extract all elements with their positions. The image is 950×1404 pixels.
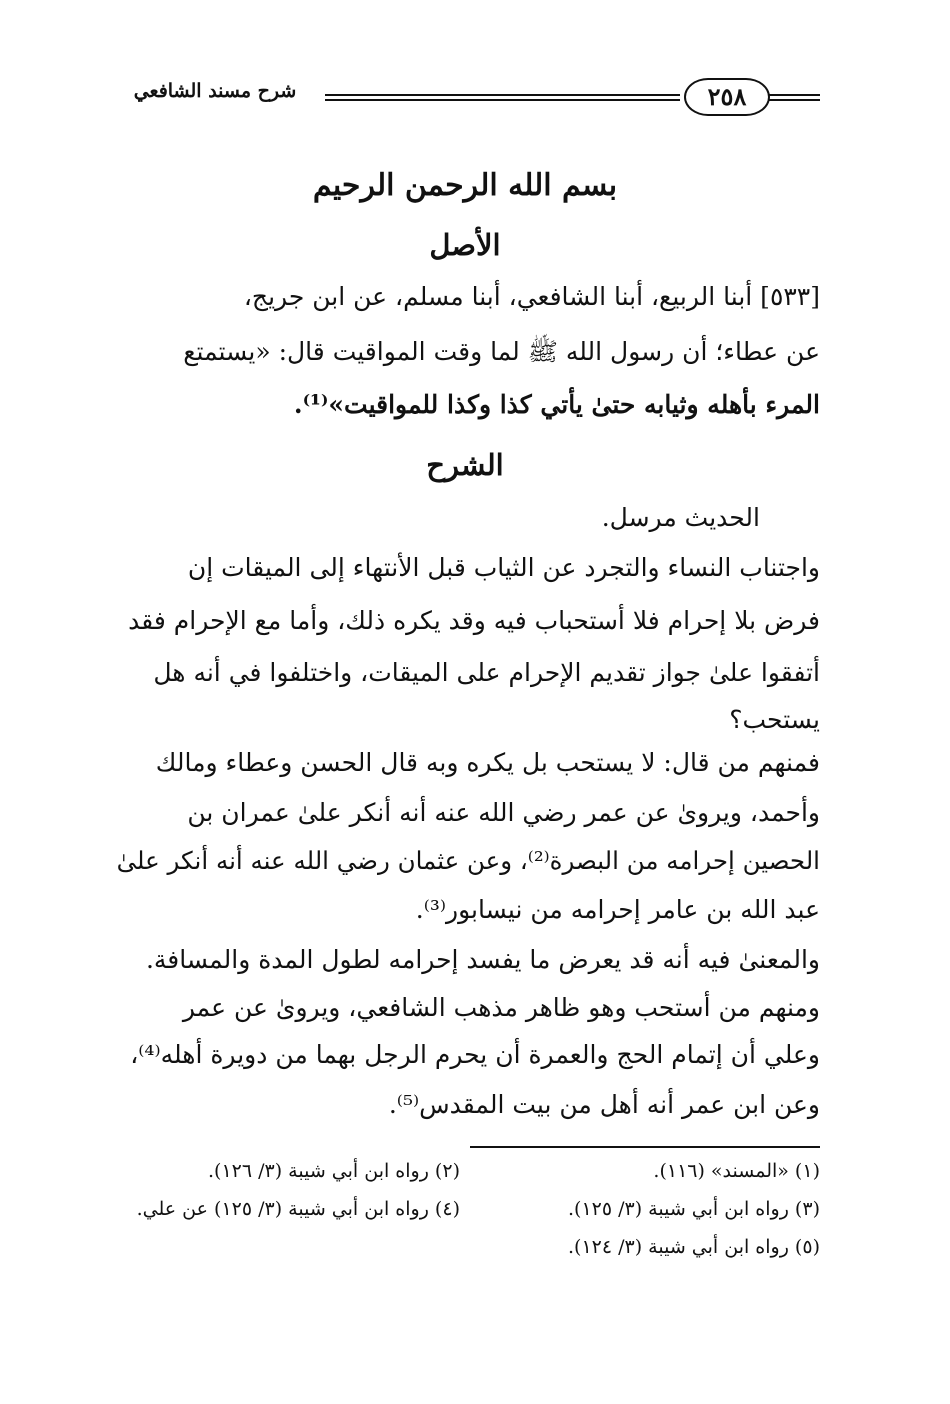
- footnote: (٢) رواه ابن أبي شيبة (٣/ ١٢٦).: [207, 1160, 460, 1182]
- sharh-line: يستحب؟: [729, 705, 820, 734]
- sharh-heading: الشرح: [426, 448, 504, 482]
- page-number: ٢٥٨: [684, 78, 770, 116]
- sharh-line: الحديث مرسل.: [601, 503, 760, 532]
- sharh-line: فرض بلا إحرام فلا أستحباب فيه وقد يكره ذلك، وأما مع الإحرام فقد: [128, 606, 820, 635]
- sharh-line: والمعنىٰ فيه أنه قد يعرض ما يفسد إحرامه لطول المدة والمسافة.: [145, 945, 820, 974]
- sharh-line: وأحمد، ويروىٰ عن عمر رضي الله عنه أنه أنكر علىٰ عمران بن: [187, 798, 820, 827]
- header-rule-middle: [325, 93, 680, 103]
- running-title-text: شرح مسند الشافعي: [133, 80, 297, 102]
- asl-line: عن عطاء؛ أن رسول الله ﷺ لما وقت المواقيت قال: «يستمتع: [183, 337, 820, 366]
- asl-heading: الأصل: [429, 228, 501, 262]
- footnote: (١) «المسند» (١١٦).: [653, 1160, 820, 1182]
- sharh-line: واجتناب النساء والتجرد عن الثياب قبل الأنتهاء إلى الميقات إن: [187, 553, 820, 582]
- footnote: (٣) رواه ابن أبي شيبة (٣/ ١٢٥).: [567, 1198, 820, 1220]
- sharh-line: ومنهم من أستحب وهو ظاهر مذهب الشافعي، ويروىٰ عن عمر: [182, 993, 820, 1022]
- header-rule-right: [768, 93, 820, 103]
- sharh-line: فمنهم من قال: لا يستحب بل يكره وبه قال الحسن وعطاء ومالك: [155, 748, 820, 777]
- footnote: (٥) رواه ابن أبي شيبة (٣/ ١٢٤).: [567, 1236, 820, 1258]
- sharh-line: وعن ابن عمر أنه أهل من بيت المقدس⁽⁵⁾.: [388, 1090, 820, 1119]
- running-title: [110, 80, 320, 102]
- sharh-line: وعلي أن إتمام الحج والعمرة أن يحرم الرجل بهما من دويرة أهله⁽⁴⁾،: [130, 1040, 820, 1069]
- basmala: بسم الله الرحمن الرحيم: [312, 168, 618, 203]
- sharh-line: أتفقوا علىٰ جواز تقديم الإحرام على الميقات، واختلفوا في أنه هل: [153, 658, 820, 687]
- sharh-line: الحصين إحرامه من البصرة⁽²⁾، وعن عثمان رضي الله عنه أنه أنكر علىٰ: [116, 846, 820, 875]
- sharh-line: عبد الله بن عامر إحرامه من نيسابور⁽³⁾.: [415, 895, 820, 924]
- footnote: (٤) رواه ابن أبي شيبة (٣/ ١٢٥) عن علي.: [136, 1198, 460, 1220]
- asl-line: [٥٣٣] أبنا الربيع، أبنا الشافعي، أبنا مسلم، عن ابن جريج،: [243, 282, 820, 311]
- footnote-separator: [470, 1146, 820, 1148]
- asl-line: المرء بأهله وثيابه حتىٰ يأتي كذا وكذا للمواقيت»⁽¹⁾.: [293, 390, 820, 419]
